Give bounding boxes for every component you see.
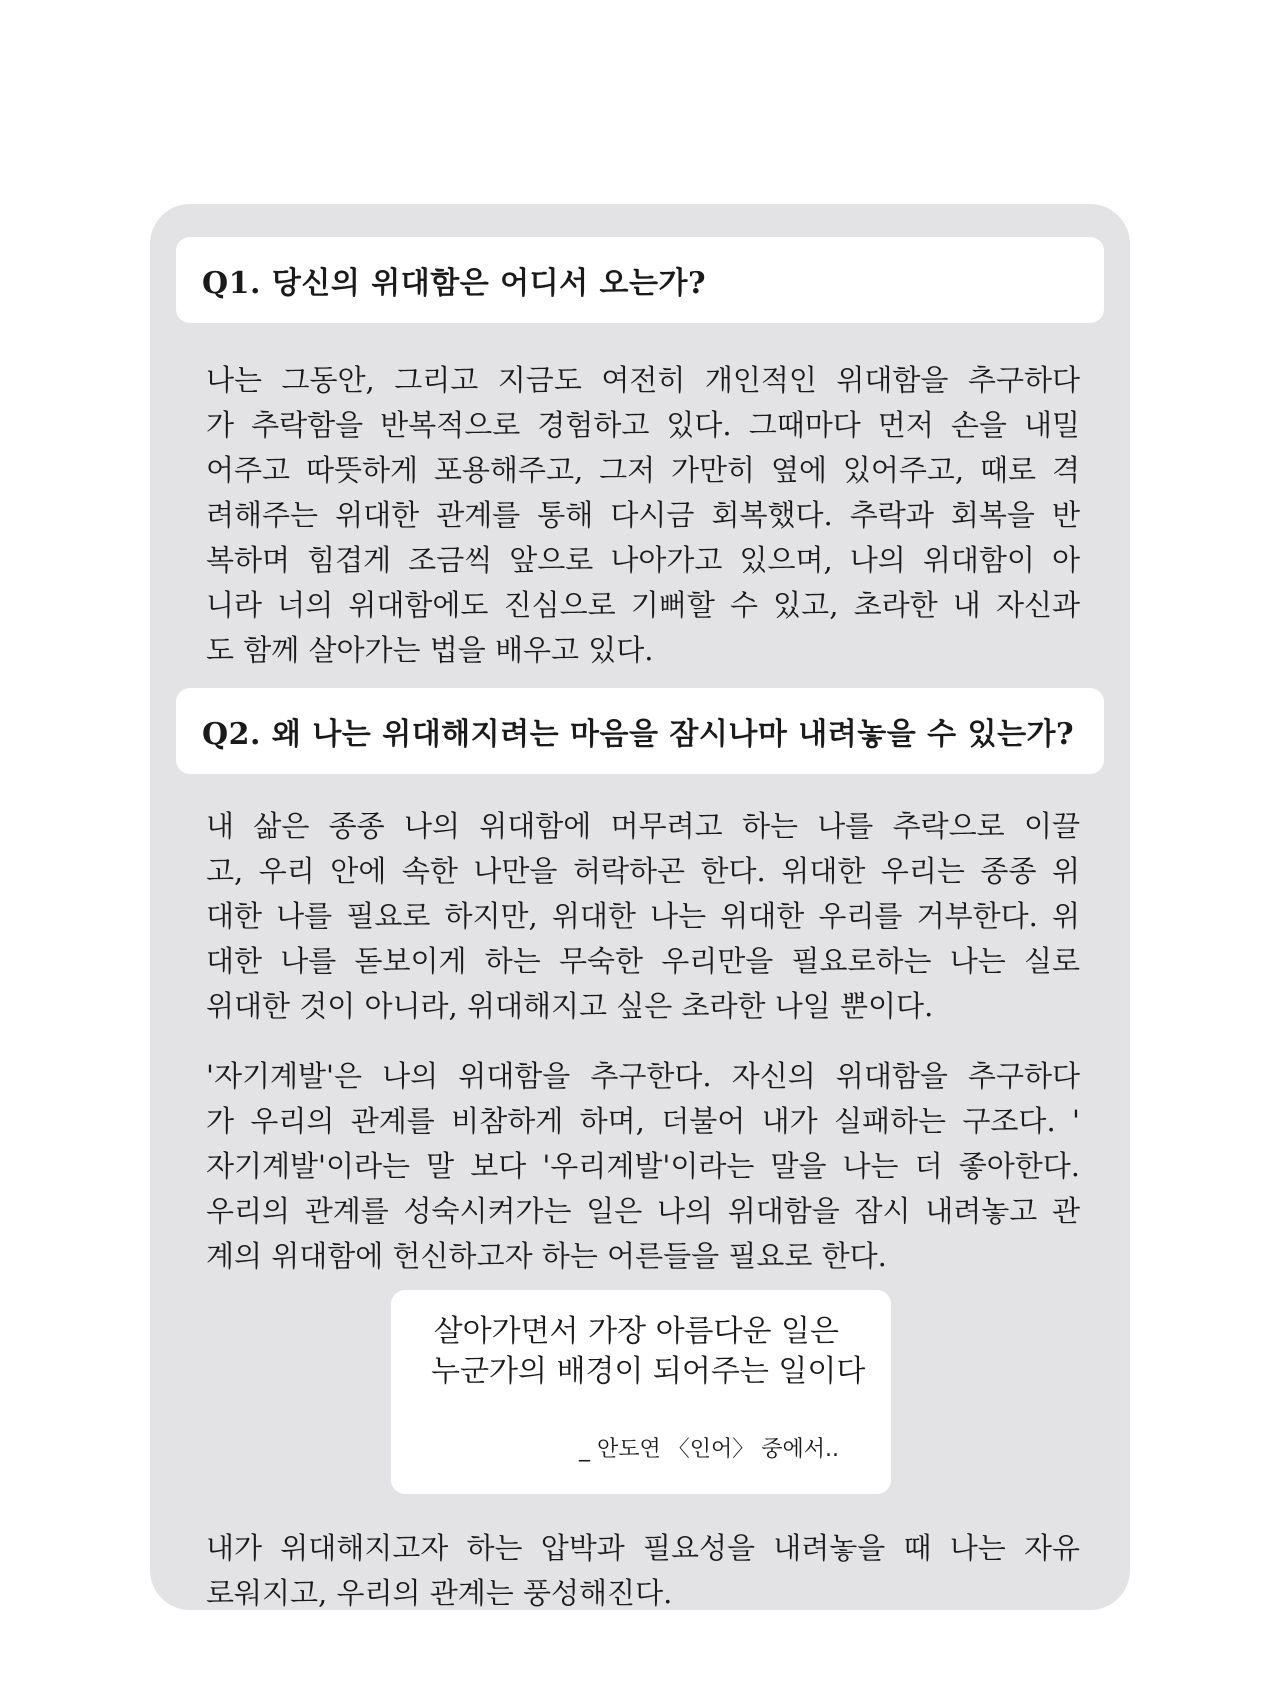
quote-box bbox=[391, 1290, 891, 1494]
answer-2-line: '자기계발'은 나의 위대함을 추구한다. 자신의 위대함을 추구하다 bbox=[206, 1059, 1080, 1093]
question-1-title: Q1. 당신의 위대함은 어디서 오는가? bbox=[202, 266, 707, 301]
closing-line: 로워지고, 우리의 관계는 풍성해진다. bbox=[206, 1576, 673, 1610]
quote-line-2: 누군가의 배경이 되어주는 일이다 bbox=[431, 1354, 866, 1389]
answer-1-line: 나는 그동안, 그리고 지금도 여전히 개인적인 위대함을 추구하다 bbox=[206, 363, 1080, 397]
answer-1-line: 도 함께 살아가는 법을 배우고 있다. bbox=[206, 633, 654, 667]
answer-2-line: 계의 위대함에 헌신하고자 하는 어른들을 필요로 한다. bbox=[206, 1239, 887, 1273]
closing-paragraph bbox=[206, 1526, 1080, 1616]
answer-1-line: 려해주는 위대한 관계를 통해 다시금 회복했다. 추락과 회복을 반 bbox=[206, 498, 1080, 532]
question-2-box bbox=[176, 688, 1104, 774]
answer-1-line: 니라 너의 위대함에도 진심으로 기뻐할 수 있고, 초라한 내 자신과 bbox=[206, 588, 1080, 622]
answer-2-line: 고, 우리 안에 속한 나만을 허락하곤 한다. 위대한 우리는 종종 위 bbox=[206, 854, 1080, 888]
answer-2-line: 가 우리의 관계를 비참하게 하며, 더불어 내가 실패하는 구조다. ' bbox=[206, 1104, 1080, 1138]
question-1-box bbox=[176, 237, 1104, 323]
answer-2-paragraph-1 bbox=[206, 804, 1080, 1029]
answer-1-line: 가 추락함을 반복적으로 경험하고 있다. 그때마다 먼저 손을 내밀 bbox=[206, 408, 1080, 442]
answer-2-paragraph-2 bbox=[206, 1054, 1080, 1279]
question-2-title: Q2. 왜 나는 위대해지려는 마음을 잠시나마 내려놓을 수 있는가? bbox=[202, 717, 1075, 752]
quote-line-1: 살아가면서 가장 아름다운 일은 bbox=[433, 1314, 839, 1349]
answer-1-line: 어주고 따뜻하게 포용해주고, 그저 가만히 옆에 있어주고, 때로 격 bbox=[206, 453, 1080, 487]
quote-source: _ 안도연 〈인어〉 중에서.. bbox=[579, 1437, 839, 1462]
answer-2-line: 위대한 것이 아니라, 위대해지고 싶은 초라한 나일 뿐이다. bbox=[206, 989, 934, 1023]
answer-1-line: 복하며 힘겹게 조금씩 앞으로 나아가고 있으며, 나의 위대함이 아 bbox=[206, 543, 1080, 577]
answer-2-line: 대한 나를 돋보이게 하는 무숙한 우리만을 필요로하는 나는 실로 bbox=[206, 944, 1080, 978]
answer-1-paragraph bbox=[206, 358, 1080, 673]
answer-2-line: 내 삶은 종종 나의 위대함에 머무려고 하는 나를 추락으로 이끌 bbox=[206, 809, 1080, 843]
closing-line: 내가 위대해지고자 하는 압박과 필요성을 내려놓을 때 나는 자유 bbox=[206, 1531, 1080, 1565]
answer-2-line: 대한 나를 필요로 하지만, 위대한 나는 위대한 우리를 거부한다. 위 bbox=[206, 899, 1080, 933]
answer-2-line: 우리의 관계를 성숙시켜가는 일은 나의 위대함을 잠시 내려놓고 관 bbox=[206, 1194, 1080, 1228]
answer-2-line: 자기계발'이라는 말 보다 '우리계발'이라는 말을 나는 더 좋아한다. bbox=[206, 1149, 1080, 1183]
